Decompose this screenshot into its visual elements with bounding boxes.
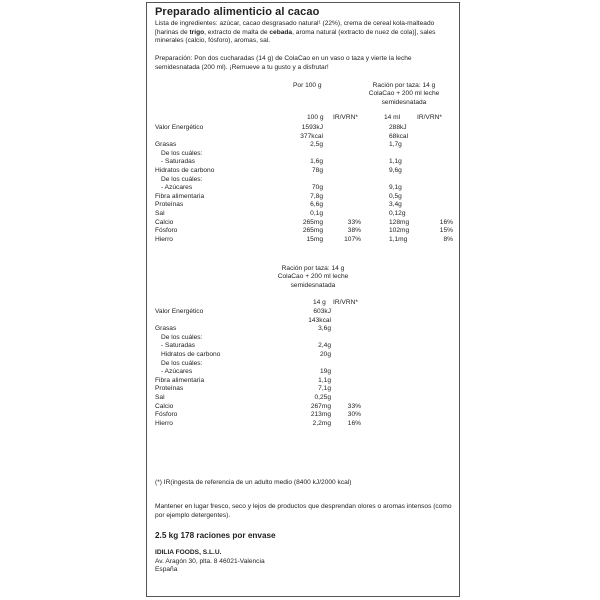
pct-portion: 8% [443,235,453,243]
value-per100: 70g [311,184,323,192]
value-per100: 15mg [306,235,323,243]
value-portion: 2,4g [318,342,331,350]
table1-row [147,176,461,184]
value-portion: 19g [319,368,331,376]
row-label: De los cuáles: [161,333,203,341]
value-portion: 102mg [389,227,410,235]
company-name: IDILIA FOODS, S.L.U. [155,549,222,556]
row-label: De los cuáles: [161,149,203,157]
table2-row [147,377,461,385]
table1-row [147,158,461,166]
row-label: De los cuáles: [161,175,203,183]
value-portion: 3,4g [389,201,402,209]
table1-row [147,236,461,244]
table2-header-line: Ración por taza: 14 g [281,265,345,272]
value-portion: 9,6g [389,167,402,174]
pct-portion: 16% [439,218,453,226]
row-label: Hierro [155,235,173,243]
table1-row [147,193,461,201]
allergen-barley: cebada [269,28,293,36]
table2-row [147,351,461,359]
row-label: Valor Energético [155,124,204,131]
company-address: Av. Aragón 30, plta. 8 46021-Valencia [155,557,265,565]
table1-row [147,219,461,227]
table1-row [147,141,461,149]
value-portion: 143kcal [308,316,331,324]
allergen-wheat: trigo [189,28,205,36]
pct-portion: 16% [347,419,361,427]
value-portion: 0,25g [314,394,331,401]
table1-subheader [147,114,461,122]
row-label: Grasas [155,141,177,149]
row-label: Calcio [155,218,174,226]
value-portion: 0,12g [389,210,406,217]
row-label: - Saturadas [161,158,196,166]
row-label: - Saturadas [161,342,196,350]
row-label: Proteínas [155,385,184,393]
storage-instructions: Mantener en lugar fresco, seco y lejos de productos que desprendan olores o aromas intensos (como por ejemplo detergentes). [155,503,452,519]
table1-row [147,210,461,218]
value-portion: 7,1g [318,385,331,393]
ingredients-list [155,20,453,46]
row-label: Calcio [155,402,174,410]
table2-header-line: semidesnatada [290,281,336,289]
table2-row [147,394,461,402]
value-per100: 78g [311,167,323,174]
row-label: Hidratos de carbono [161,351,221,358]
row-label: Fibra alimentaria [155,192,205,200]
col-header-portion [361,82,447,107]
table1-row [147,124,461,132]
table2-row [147,308,461,316]
subheader-100g: 100 g [307,114,324,121]
subheader-14g: 14 g [313,299,326,306]
pct-portion: 33% [347,402,361,410]
reference-intake-note: (*) IR(ingesta de referencia de un adulto medio (8400 kJ/2000 kcal) [155,479,352,486]
table1-row [147,133,461,141]
table2-row [147,385,461,393]
value-per100: 265mg [302,227,323,235]
col-header-portion-line: ColaCao + 200 ml leche [368,90,440,98]
value-portion: 1,7g [389,141,402,149]
value-portion: 603kJ [313,308,331,315]
table2-row [147,360,461,368]
value-per100: 6,6g [310,201,323,209]
product-title: Preparado alimenticio al cacao [155,6,320,18]
table1-row [147,184,461,192]
pct-portion: 15% [439,227,453,235]
value-portion: 9,1g [389,184,402,192]
pct-per100: 33% [347,218,361,226]
table1-row [147,150,461,158]
value-portion: 20g [319,351,331,358]
row-label: Sal [155,210,165,217]
ingredients-text: Lista de ingredientes: azúcar, cacao desgrasado natural¹ (22%), crema de cereal kola-malteado [harinas de [155,20,435,36]
value-per100: 2,5g [310,141,323,149]
value-portion: 0,5g [389,192,402,200]
row-label: Fibra alimentaria [155,376,205,384]
row-label: - Azúcares [161,184,193,192]
table2-header-line: ColaCao + 200 ml leche [277,273,349,281]
row-label: Fósforo [155,227,178,235]
value-portion: 68kcal [389,132,409,140]
table1-row [147,167,461,175]
preparation-instructions: Preparación: Pon dos cucharadas (14 g) de ColaCao en un vaso o taza y vierte la leche semidesnatada (200 ml). ¡Remueve a tu gusto y a disfrutar! [155,55,412,71]
value-portion: 288kJ [389,124,407,131]
row-label: Fósforo [155,411,178,419]
table2-header [265,265,361,290]
table2-row [147,411,461,419]
value-per100: 7,8g [310,192,323,200]
table1-row [147,227,461,235]
value-portion: 267mg [310,402,331,410]
table2-subheader [147,299,461,307]
table2-row [147,420,461,428]
table2-row [147,325,461,333]
value-portion: 128mg [389,218,410,226]
company-country: España [155,566,178,574]
ingredients-text: , extracto de malta de [204,28,270,36]
value-portion: 1,1g [318,376,331,384]
row-label: De los cuáles: [161,359,203,367]
table2-row [147,334,461,342]
nutrition-label [146,2,460,597]
value-per100: 1,6g [310,158,323,166]
table2-row [147,317,461,325]
subheader-14ml: 14 ml [384,114,401,121]
value-per100: 377kcal [300,132,323,140]
table2-row [147,342,461,350]
subheader-irvrn: IR/VRN* [333,299,358,306]
pct-per100: 107% [344,235,361,243]
row-label: Proteínas [155,201,184,209]
value-per100: 1593kJ [301,124,323,131]
row-label: Valor Energético [155,308,204,315]
value-portion: 213mg [310,411,331,419]
pct-per100: 38% [347,227,361,235]
row-label: Sal [155,394,165,401]
subheader-irvrn: IR/VRN* [417,114,442,121]
value-portion: 1,1g [389,158,402,166]
row-label: Hierro [155,419,173,427]
package-size: 2.5 kg 178 raciones por envase [155,531,276,540]
row-label: Hidratos de carbono [155,167,215,174]
value-portion: 3,6g [318,325,331,333]
value-portion: 2,2mg [312,419,331,427]
value-portion: 1,1mg [389,235,408,243]
value-per100: 0,1g [310,210,323,217]
subheader-irvrn: IR/VRN* [333,114,358,121]
row-label: Grasas [155,325,177,333]
table2-row [147,368,461,376]
col-header-portion-line: semidesnatada [381,98,427,106]
table2-row [147,403,461,411]
value-per100: 265mg [302,218,323,226]
pct-portion: 30% [347,411,361,419]
row-label: - Azúcares [161,368,193,376]
ingredients-text: , aroma natural (extracto de nuez de cola)], sales minerales (calcio, fósforo), aromas, sal. [155,28,436,45]
col-header-per100: Por 100 g [293,82,322,89]
table1-row [147,201,461,209]
company-info [155,549,265,575]
col-header-portion-line: Ración por taza: 14 g [372,82,436,89]
